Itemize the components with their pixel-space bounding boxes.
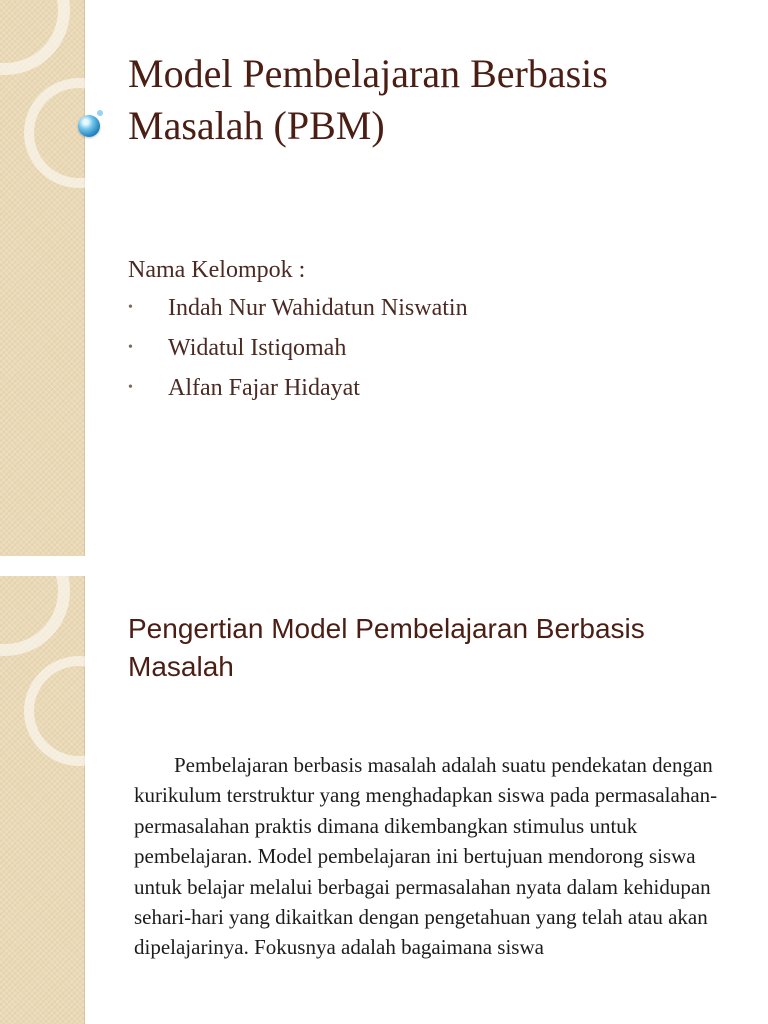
slide-separator: [0, 556, 768, 576]
definition-paragraph: Pembelajaran berbasis masalah adalah suatu pendekatan dengan kurikulum terstruktur yang menghadapkan siswa pada permasalahan-permasalahan praktis dimana dikembangkan stimulus untuk pembelajaran. Model pembelajaran ini bertujuan mendorong siswa untuk belajar melalui berbagai permasalahan nyata dalam kehidupan sehari-hari yang dikaitkan dengan pengetahuan yang telah atau akan dipelajarinya. Fokusnya adalah bagaimana siswa: [134, 753, 718, 960]
decorative-ring-icon: [0, 576, 70, 656]
section-title: Pengertian Model Pembelajaran Berbasis Masalah: [128, 613, 645, 682]
member-name: Alfan Fajar Hidayat: [168, 375, 360, 401]
bullet-icon: •: [128, 300, 133, 315]
decorative-ring-icon: [0, 0, 70, 75]
bullet-icon: •: [128, 380, 133, 395]
bullet-icon: •: [128, 340, 133, 355]
sphere-highlight: [97, 110, 103, 116]
slide-title-text: Model Pembelajaran Berbasis Masalah (PBM): [128, 51, 608, 148]
blue-sphere-icon: [78, 115, 100, 137]
decorative-ring-icon: [24, 78, 134, 188]
side-decoration-strip: [0, 576, 85, 1024]
decorative-ring-icon: [24, 656, 134, 766]
group-label: Nama Kelompok :: [128, 257, 306, 283]
member-name: Indah Nur Wahidatun Niswatin: [168, 295, 468, 321]
side-decoration-strip: [0, 0, 85, 556]
slide-definition: [0, 576, 768, 1024]
member-name: Widatul Istiqomah: [168, 335, 347, 361]
